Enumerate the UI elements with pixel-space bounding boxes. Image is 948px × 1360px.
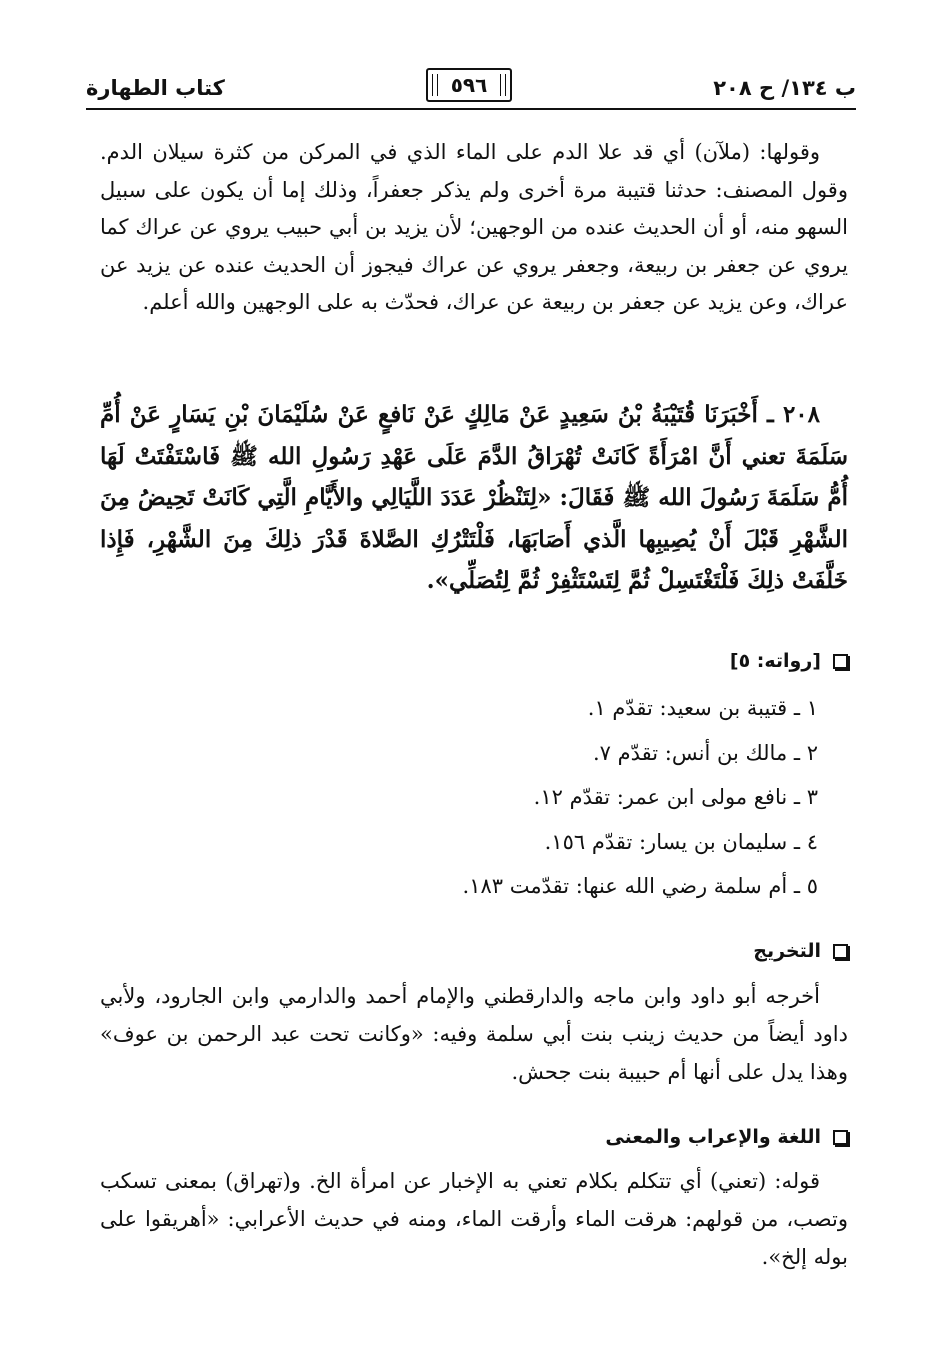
square-bullet-icon — [833, 654, 848, 669]
takhrij-heading — [753, 940, 848, 962]
square-bullet-icon — [833, 944, 848, 959]
square-bullet-icon — [833, 1130, 848, 1145]
narrator-item: ٤ ـ سليمان بن يسار: تقدّم ١٥٦. — [544, 829, 818, 854]
narrators-heading-label: [رواته: ٥] — [729, 650, 821, 672]
commentary-paragraph: وقولها: (ملآن) أي قد علا الدم على الماء الذي في المركن من كثرة سيلان الدم. وقول المصنف: حدثنا قتيبة مرة أخرى ولم يذكر جعفراً، وذلك إما أن يكون على سبيل السهو منه، أو أن الحديث عنده من الوجهين؛ لأن يزيد بن أبي حبيب يروي عن عراك كما يروي عن جعفر بن ربيعة، وجعفر يروي عن عراك فيجوز أن الحديث عنده عن يزيد عن عراك، وعن يزيد عن جعفر بن ربيعة عن عراك، فحدّث به على الوجهين والله أعلم. — [100, 140, 848, 314]
narrators-list — [463, 686, 818, 909]
narrators-heading — [730, 650, 848, 672]
page-header — [86, 68, 856, 112]
narrator-item: ٣ ـ نافع مولى ابن عمر: تقدّم ١٢. — [533, 785, 818, 809]
narrator-item: ٢ ـ مالك بن أنس: تقدّم ٧. — [592, 740, 818, 765]
lugha-heading-label: اللغة والإعراب والمعنى — [605, 1126, 821, 1148]
takhrij-paragraph: أخرجه أبو داود وابن ماجه والدارقطني والإمام أحمد والدارمي وابن الجارود، ولأبي داود أيضاً من حديث زينب بنت أبي سلمة وفيه: «وكانت تحت عبد الرحمن بن عوف» وهذا يدل على أنها أم حبيبة بنت جحش. — [100, 984, 848, 1084]
header-divider — [86, 108, 856, 110]
header-book-title: كتاب الطهارة — [86, 76, 225, 100]
lugha-paragraph: قوله: (تعني) أي تتكلم بكلام تعني به الإخبار عن امرأة الخ. و(تهراق) بمعنى تسكب وتصب، من قولهم: هرقت الماء وأرقت الماء، ومنه في حديث الأعرابي: «أهريقوا على بوله إلخ». — [100, 1169, 848, 1269]
narrator-item: ٥ ـ أم سلمة رضي الله عنها: تقدّمت ١٨٣. — [462, 874, 818, 898]
lugha-heading — [605, 1126, 848, 1148]
page-number: ٥٩٦ — [426, 68, 512, 102]
narrator-item: ١ ـ قتيبة بن سعيد: تقدّم ١. — [587, 696, 818, 720]
hadith-text: ٢٠٨ ـ أَخْبَرَنَا قُتَيْبَةُ بْنُ سَعِيدٍ عَنْ مَالِكٍ عَنْ نَافعٍ عَنْ سُلَيْمَانَ بْنِ يَسَارٍ عَنْ أُمِّ سَلَمَةَ تعني أَنَّ امْرَأَةً كَانَتْ تُهْرَاقُ الدَّمَ عَلَى عَهْدِ رَسُولِ الله ﷺ فَاسْتَفْتَتْ لَهَا أُمُّ سَلَمَةَ رَسُولَ الله ﷺ فَقَالَ: «لِتَنْظُرْ عَدَدَ اللَّيَالِي والأَيَّامِ الَّتِي كَانَتْ تَحِيضُ مِنَ الشَّهْرِ قَبْلَ أَنْ يُصِيبِها الَّذي أَصَابَهَا، فَلْتَتْرُكِ الصَّلاةَ قَدْرَ ذلِكَ مِنَ الشَّهْرِ، فَإِذا خَلَّفَتْ ذلِكَ فَلْتَغْتَسِلْ ثُمَّ لِتَسْتَثْفِرْ ثُمَّ لِتُصَلِّي». — [100, 401, 848, 594]
header-reference: ب ١٣٤/ ح ٢٠٨ — [713, 76, 856, 100]
takhrij-heading-label: التخريج — [753, 940, 821, 962]
